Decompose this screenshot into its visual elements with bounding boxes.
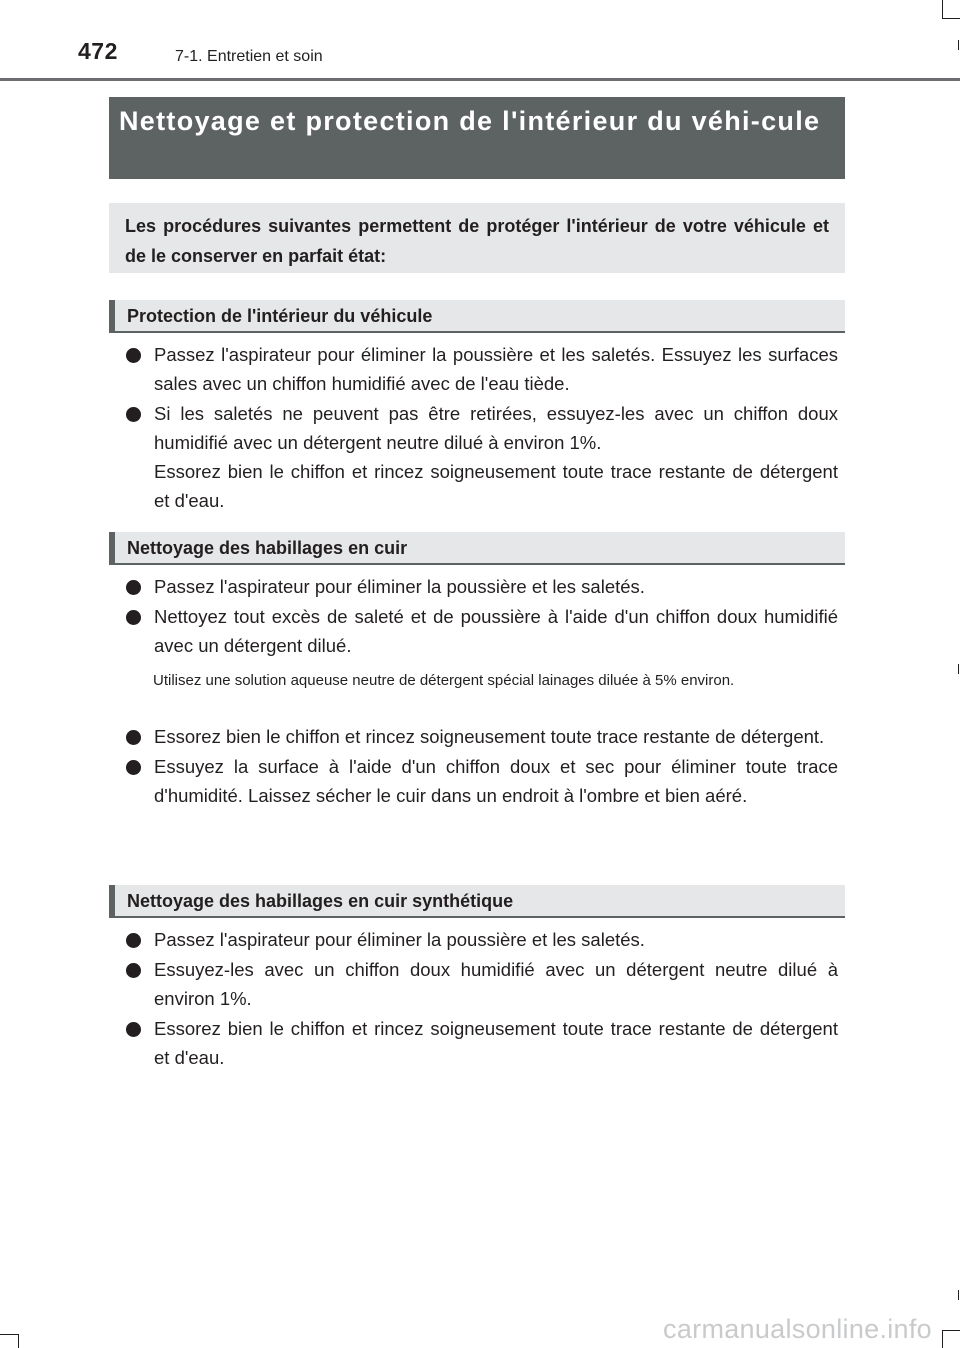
crop-mark — [942, 1330, 943, 1348]
note-text: Utilisez une solution aqueuse neutre de détergent spécial lainages diluée à 5% environ. — [153, 672, 735, 689]
bullet-list-leather — [126, 572, 838, 661]
bullet-icon — [126, 963, 141, 978]
list-item: Essorez bien le chiffon et rincez soigneusement toute trace restante de détergent et d'eau. — [126, 1014, 838, 1072]
intro-box — [109, 203, 845, 273]
list-item: Nettoyez tout excès de saleté et de poussière à l'aide d'un chiffon doux humidifié avec un détergent dilué. — [126, 602, 838, 660]
intro-text: Les procédures suivantes permettent de protéger l'intérieur de votre véhicule et de le conserver en parfait état: — [125, 216, 829, 266]
section-heading-leather — [109, 532, 845, 565]
crop-mark — [18, 1334, 19, 1348]
page-title: Nettoyage et protection de l'intérieur du véhi-cule — [119, 106, 821, 136]
list-item: Essorez bien le chiffon et rincez soigneusement toute trace restante de détergent. — [126, 722, 838, 751]
list-item: Passez l'aspirateur pour éliminer la poussière et les saletés. — [126, 572, 838, 601]
crop-mark — [958, 1290, 959, 1300]
list-item: Essuyez la surface à l'aide d'un chiffon doux et sec pour éliminer toute trace d'humidité. Laissez sécher le cuir dans un endroit à l'ombre et bien aéré. — [126, 752, 838, 810]
list-item-continuation: Essorez bien le chiffon et rincez soigneusement toute trace restante de détergent et d'eau. — [154, 461, 838, 511]
crop-mark — [942, 1330, 960, 1331]
section-heading-label: Nettoyage des habillages en cuir synthétique — [127, 891, 514, 911]
watermark: carmanualsonline.info — [663, 1314, 932, 1344]
crop-mark — [0, 1334, 18, 1335]
section-heading-label: Nettoyage des habillages en cuir — [127, 538, 408, 558]
bullet-icon — [126, 730, 141, 745]
list-item: Passez l'aspirateur pour éliminer la poussière et les saletés. Essuyez les surfaces sales avec un chiffon humidifié avec de l'eau tiède. — [126, 340, 838, 398]
bullet-list-synthetic-leather — [126, 925, 838, 1073]
title-banner — [109, 97, 845, 179]
crop-mark — [942, 0, 943, 18]
crop-mark — [958, 40, 959, 50]
bullet-icon — [126, 580, 141, 595]
section-reference: 7-1. Entretien et soin — [175, 48, 323, 65]
bullet-list-leather-continued — [126, 722, 838, 811]
crop-mark — [958, 664, 959, 674]
crop-mark — [942, 18, 960, 19]
bullet-icon — [126, 348, 141, 363]
bullet-icon — [126, 933, 141, 948]
bullet-icon — [126, 407, 141, 422]
bullet-icon — [126, 760, 141, 775]
page-number: 472 — [78, 38, 118, 64]
bullet-list-interior-protection — [126, 340, 838, 516]
section-heading-synthetic-leather — [109, 885, 845, 918]
section-heading-interior-protection — [109, 300, 845, 333]
list-item: Essuyez-les avec un chiffon doux humidifié avec un détergent neutre dilué à environ 1%. — [126, 955, 838, 1013]
list-item: Passez l'aspirateur pour éliminer la poussière et les saletés. — [126, 925, 838, 954]
bullet-icon — [126, 1022, 141, 1037]
list-item: Si les saletés ne peuvent pas être retirées, essuyez-les avec un chiffon doux humidifié avec un détergent neutre dilué à environ 1%. Essorez bien le chiffon et rincez soigneusement toute trace restante de détergent et d'eau. — [126, 399, 838, 515]
bullet-icon — [126, 610, 141, 625]
header-rule — [0, 78, 960, 81]
section-heading-label: Protection de l'intérieur du véhicule — [127, 306, 433, 326]
